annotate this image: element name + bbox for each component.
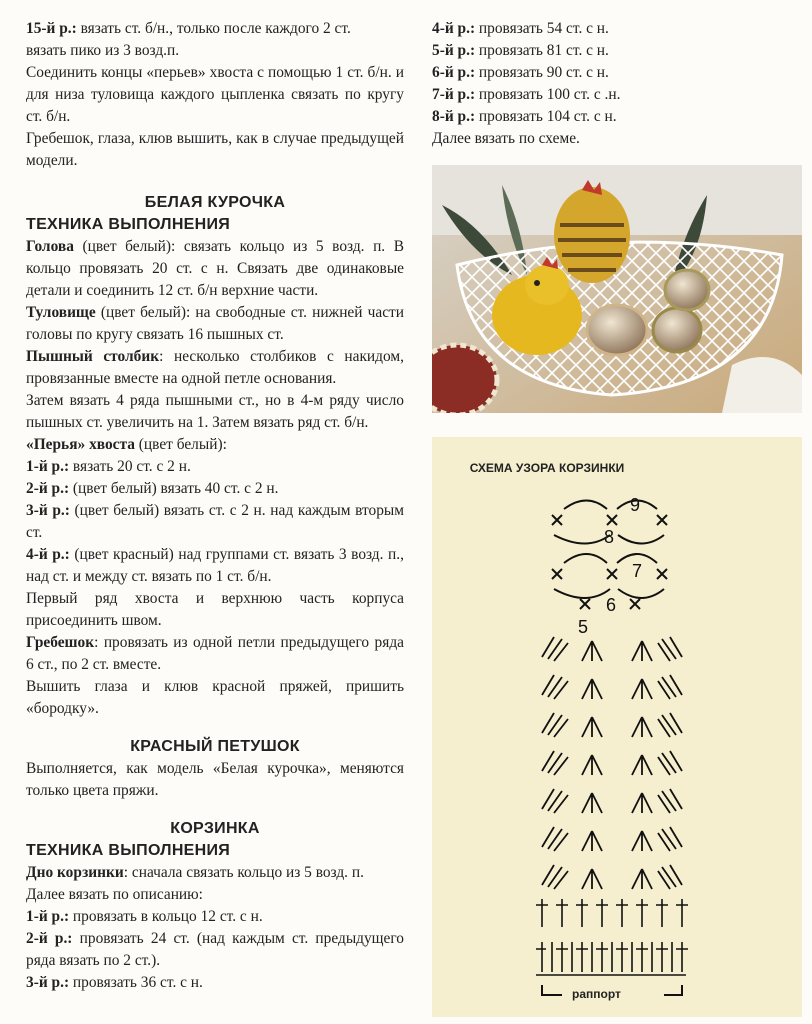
eyes-paragraph: Вышить глаза и клюв красной пряжей, пришить «бородку». <box>26 678 404 717</box>
tail-row-4: 4-й р.: (цвет красный) над группами ст. вязать 3 возд. п., над ст. и между ст. вязать по 1 ст. б/н. <box>26 546 404 585</box>
white-hen-heading: БЕЛАЯ КУРОЧКА <box>144 194 286 211</box>
basket-row-1: 1-й р.: провязать в кольцо 12 ст. с н. <box>26 908 263 925</box>
basket-bottom: Дно корзинки: сначала связать кольцо из 5 возд. п. <box>26 864 364 881</box>
tail-row-2: 2-й р.: (цвет белый) вязать 40 ст. с 2 н. <box>26 480 279 497</box>
technique-heading-1: ТЕХНИКА ВЫПОЛНЕНИЯ <box>26 216 231 233</box>
first-row-paragraph: Первый ряд хвоста и верхнюю часть корпуса присоединить швом. <box>26 590 404 629</box>
basket-row-6: 6-й р.: провязать 90 ст. с н. <box>432 64 609 81</box>
head-paragraph: Голова (цвет белый): связать кольцо из 5 возд. п. В кольцо провязать 20 ст. с н. Связать две одинаковые детали и соединить 12 ст. б/н верхние части. <box>26 238 404 299</box>
chart-title: СХЕМА УЗОРА КОРЗИНКИ <box>469 461 625 475</box>
rooster-paragraph: Выполняется, как модель «Белая курочка», меняются только цвета пряжи. <box>26 760 404 799</box>
basket-photo-illustration <box>432 165 802 413</box>
rapport-label: раппорт <box>572 987 621 1001</box>
body-paragraph: Туловище (цвет белый): на свободные ст. нижней части головы по кругу связать 16 пышных ст. <box>26 304 404 343</box>
basket-row-8: 8-й р.: провязать 104 ст. с н. <box>432 108 617 125</box>
basket-row-4: 4-й р.: провязать 54 ст. с н. <box>432 20 609 37</box>
stitch-row-bottom <box>536 942 688 975</box>
row-number-5: 5 <box>578 617 589 637</box>
chart-diagram <box>432 437 802 1017</box>
technique-heading-2: ТЕХНИКА ВЫПОЛНЕНИЯ <box>26 842 231 859</box>
puff-paragraph: Пышный столбик: несколько столбиков с накидом, провязанные вместе на одной петле основания. <box>26 348 404 387</box>
scheme-note: Далее вязать по схеме. <box>432 130 580 147</box>
basket-row-7: 7-й р.: провязать 100 ст. с .н. <box>432 86 621 103</box>
red-rooster-heading: КРАСНЫЙ ПЕТУШОК <box>130 738 300 755</box>
row-number-8: 8 <box>604 527 615 547</box>
stitch-row-top <box>536 899 688 927</box>
join-paragraph: Соединить концы «перьев» хвоста с помощью 1 ст. б/н. и для низа туловища каждого цыпленка связать по кругу ст. б/н. <box>26 64 404 125</box>
right-column <box>432 18 792 150</box>
row-15-cont: вязать пико из 3 возд.п. <box>26 42 180 59</box>
left-column <box>26 18 404 994</box>
puff-paragraph-2: Затем вязать 4 ряда пышными ст., но в 4-м ряду число пышных ст. увеличить на 1. Затем вязать ряд ст. б/н. <box>26 392 404 431</box>
row-number-9: 9 <box>630 495 641 515</box>
comb-paragraph: Гребешок, глаза, клюв вышить, как в случае предыдущей модели. <box>26 130 404 169</box>
basket-row-2: 2-й р.: провязать 24 ст. (над каждым ст. предыдущего ряда вязать по 2 ст.). <box>26 930 404 969</box>
basket-heading: КОРЗИНКА <box>170 820 260 837</box>
crochet-chart <box>432 437 802 1017</box>
net-row-7 <box>552 554 667 598</box>
tail-heading: «Перья» хвоста (цвет белый): <box>26 436 227 453</box>
basket-row-3: 3-й р.: провязать 36 ст. с н. <box>26 974 203 991</box>
tail-row-1: 1-й р.: вязать 20 ст. с 2 н. <box>26 458 191 475</box>
row-number-6: 6 <box>606 595 617 615</box>
basket-photo <box>432 165 802 413</box>
fan-rows <box>542 637 682 889</box>
row-15: 15-й р.: вязать ст. б/н., только после каждого 2 ст. <box>26 20 351 37</box>
comb2-paragraph: Гребешок: провязать из одной петли предыдущего ряда 6 ст., по 2 ст. вместе. <box>26 634 404 673</box>
tail-row-3: 3-й р.: (цвет белый) вязать ст. с 2 н. над каждым вторым ст. <box>26 502 404 541</box>
basket-next: Далее вязать по описанию: <box>26 886 203 903</box>
row-number-7: 7 <box>632 561 643 581</box>
basket-row-5: 5-й р.: провязать 81 ст. с н. <box>432 42 609 59</box>
